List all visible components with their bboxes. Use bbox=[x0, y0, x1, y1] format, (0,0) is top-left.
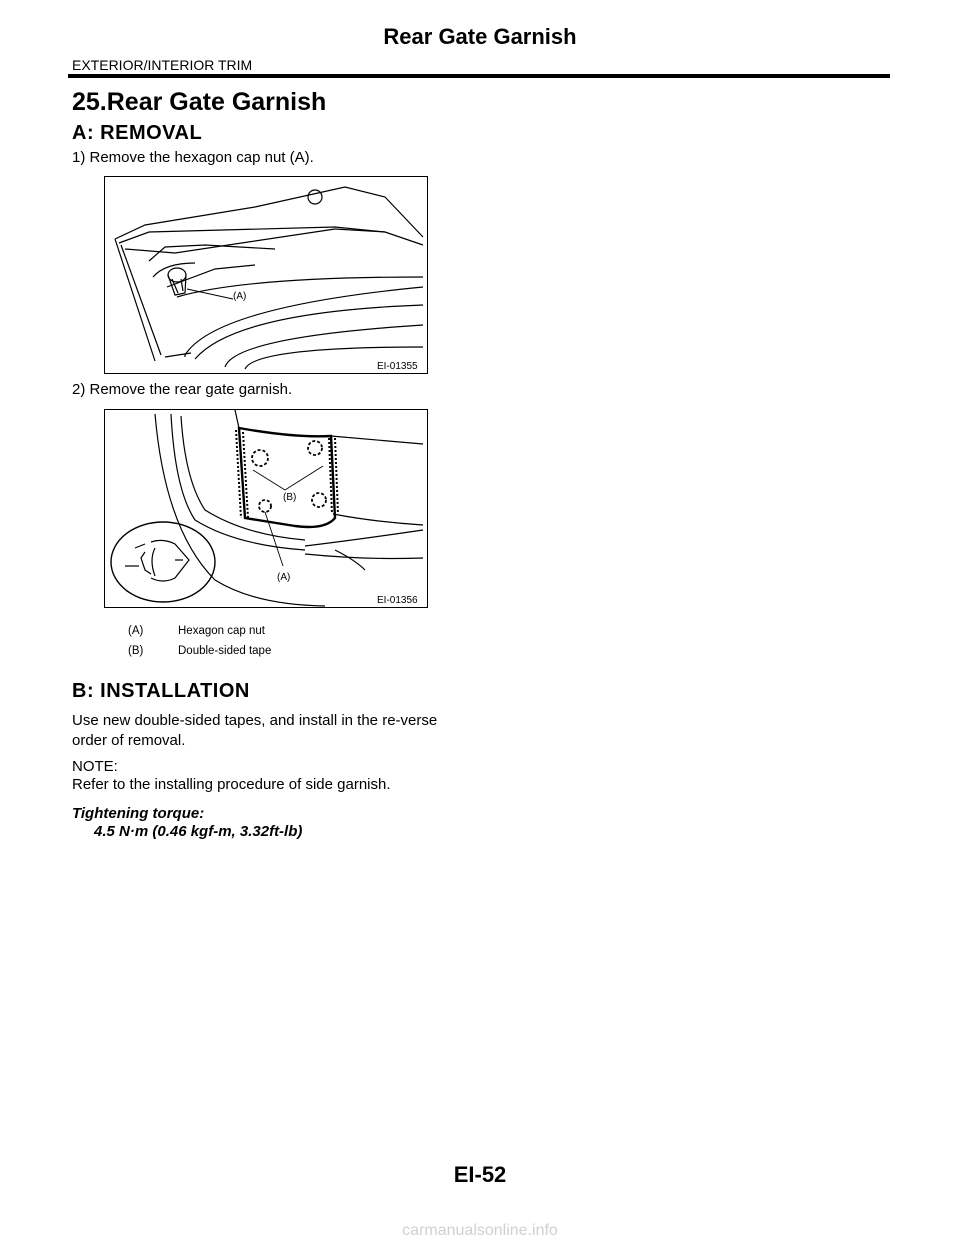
document-title: 25.Rear Gate Garnish bbox=[72, 88, 327, 116]
legend-key: (B) bbox=[128, 645, 144, 657]
figure-2-code: EI-01356 bbox=[377, 595, 418, 606]
removal-step-1: 1) Remove the hexagon cap nut (A). bbox=[72, 149, 314, 166]
removal-heading: A: REMOVAL bbox=[72, 122, 203, 144]
figure-1-code: EI-01355 bbox=[377, 361, 418, 372]
note-label: NOTE: bbox=[72, 758, 118, 775]
installation-heading: B: INSTALLATION bbox=[72, 680, 250, 702]
page-number: EI-52 bbox=[453, 1162, 507, 1187]
removal-step-2: 2) Remove the rear gate garnish. bbox=[72, 381, 293, 398]
section-label: EXTERIOR/INTERIOR TRIM bbox=[72, 57, 253, 73]
figure-hexagon-cap-nut bbox=[104, 176, 428, 374]
watermark: carmanualsonline.info bbox=[402, 1222, 558, 1239]
legend-value: Hexagon cap nut bbox=[178, 625, 265, 637]
legend-key: (A) bbox=[128, 625, 144, 637]
figure-2-callout-a: (A) bbox=[277, 572, 291, 583]
installation-text: Use new double-sided tapes, and install in the re-verse order of removal. bbox=[72, 712, 438, 749]
figure-1-callout-a: (A) bbox=[233, 291, 247, 302]
page-title: Rear Gate Garnish bbox=[383, 24, 577, 49]
figure-2-illustration bbox=[105, 410, 427, 607]
legend-item bbox=[128, 645, 428, 661]
torque-value: 4.5 N·m (0.46 kgf-m, 3.32ft-lb) bbox=[94, 823, 303, 840]
torque-label: Tightening torque: bbox=[72, 805, 205, 822]
header-divider bbox=[68, 74, 890, 78]
figure-rear-gate-garnish bbox=[104, 409, 428, 608]
note-text: Refer to the installing procedure of side garnish. bbox=[72, 776, 391, 793]
figure-1-illustration bbox=[105, 177, 427, 373]
figure-2-callout-b: (B) bbox=[283, 492, 297, 503]
legend-value: Double-sided tape bbox=[178, 645, 272, 657]
legend-item bbox=[128, 625, 428, 641]
